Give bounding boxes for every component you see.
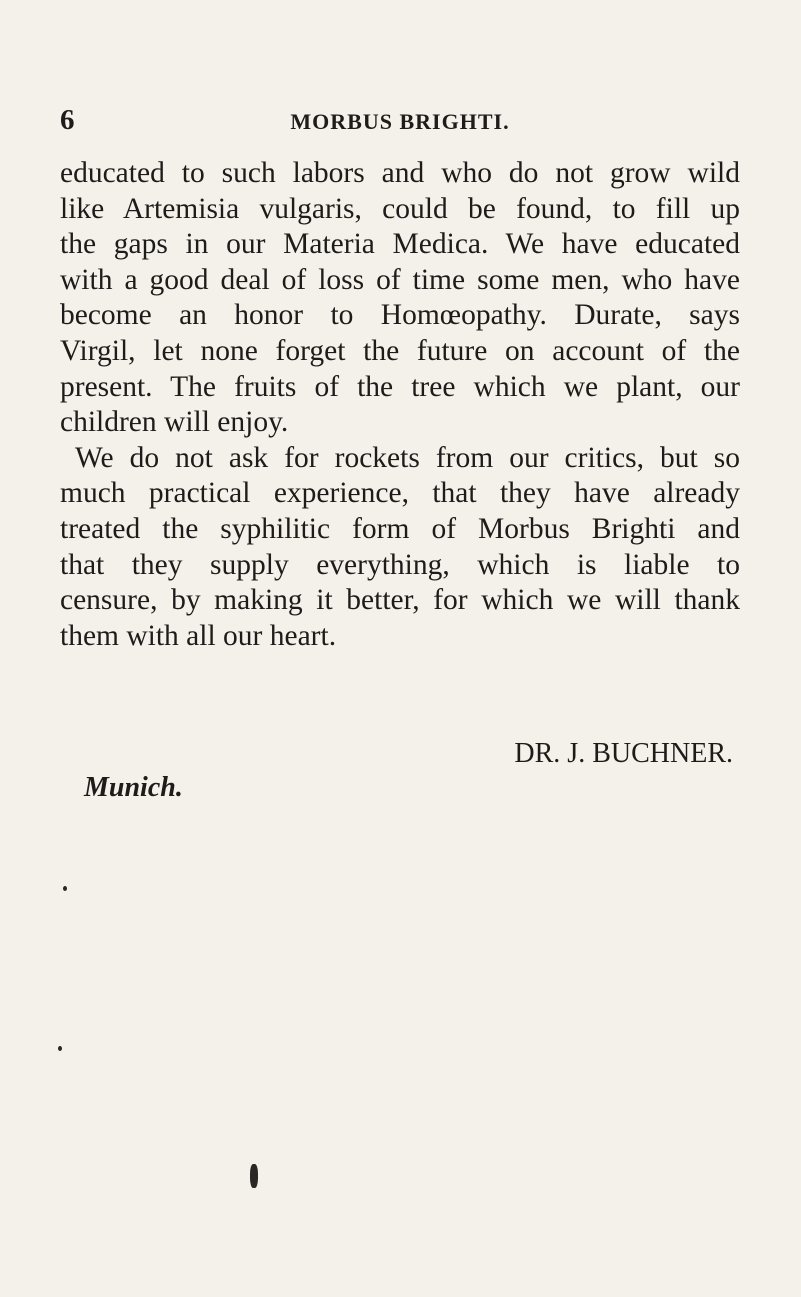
text-line: educated to such labors and who do not grow wild	[60, 157, 740, 189]
ink-spot	[63, 886, 67, 891]
text-line: with a good deal of loss of time some men, who have	[60, 263, 740, 296]
body-text	[60, 156, 740, 654]
text-line: much practical experience, that they have already	[60, 477, 740, 510]
ink-spot	[250, 1164, 258, 1188]
running-title: MORBUS BRIGHTI.	[290, 109, 510, 134]
text-line: treated the syphilitic form of Morbus Brighti and	[60, 512, 740, 545]
paragraph-1	[60, 156, 740, 441]
text-line: become an honor to Homœopathy. Durate, says	[60, 299, 740, 332]
paragraph-2	[60, 441, 740, 655]
signature-place: Munich.	[84, 772, 183, 803]
text-line: children will enjoy.	[60, 406, 289, 439]
text-line: We do not ask for rockets from our critics, but so	[75, 441, 740, 474]
page-number: 6	[60, 104, 75, 136]
running-head	[60, 100, 740, 140]
text-line: present. The fruits of the tree which we plant, our	[60, 370, 740, 403]
text-line: like Artemisia vulgaris, could be found, to fill up	[60, 192, 740, 225]
text-line: that they supply everything, which is liable to	[60, 548, 740, 581]
text-line: the gaps in our Materia Medica. We have educated	[60, 228, 740, 261]
text-line: Virgil, let none forget the future on account of the	[60, 334, 740, 367]
text-line: censure, by making it better, for which we will thank	[60, 584, 740, 617]
text-line: them with all our heart.	[60, 619, 337, 652]
ink-spot	[58, 1046, 62, 1051]
signature-name: DR. J. BUCHNER.	[514, 738, 733, 769]
